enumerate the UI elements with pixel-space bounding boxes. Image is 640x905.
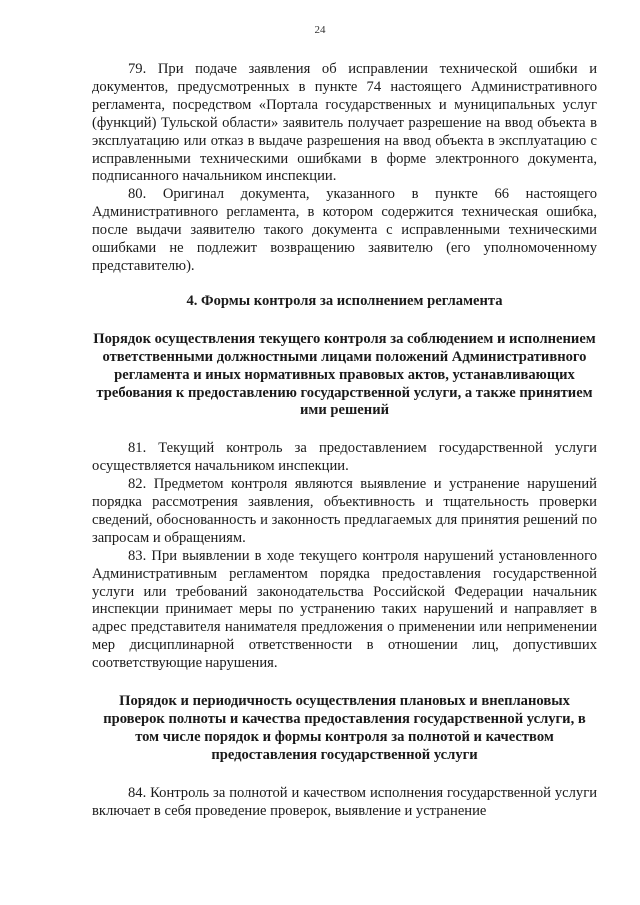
paragraph-80: 80. Оригинал документа, указанного в пункте 66 настоящего Административного регламента, в котором содержится техническая ошибка, после выдачи заявителю такого документа с исправленными техническими ошибками не подлежит возвращению заявителю (его уполномоченному представителю). (92, 186, 597, 274)
paragraph-84: 84. Контроль за полнотой и качеством исполнения государственной услуги включает в себя проведение проверок, выявление и устранение (92, 784, 597, 819)
document-body (92, 61, 597, 821)
page-number: 24 (314, 24, 326, 36)
subheading-current-control: Порядок осуществления текущего контроля за соблюдением и исполнением ответственными должностными лицами положений Административного регламента и иных нормативных правовых актов, устанавливающих требования к предоставлению государственной услуги, а также принятием ими решений (93, 330, 596, 419)
paragraph-82: 82. Предметом контроля являются выявление и устранение нарушений порядка рассмотрения заявления, объективность и тщательность проверки сведений, обоснованность и законность предлагаемых для принятия решений по запросам и обращениям. (92, 476, 597, 546)
subheading-inspections: Порядок и периодичность осуществления плановых и внеплановых проверок полноты и качества предоставления государственной услуги, в том числе порядок и формы контроля за полнотой и качеством предоставления государственной услуги (103, 693, 586, 763)
paragraph-83: 83. При выявлении в ходе текущего контроля нарушений установленного Административным регламентом порядка предоставления государственной услуги или требований законодательства Российской Федерации начальник инспекции принимает меры по устранению таких нарушений и направляет в адрес представителя нанимателя предложения о применении или неприменении мер дисциплинарной ответственности в отношении лиц, допустивших соответствующие нарушения. (92, 547, 597, 672)
section-title: 4. Формы контроля за исполнением регламента (186, 292, 503, 309)
paragraph-79: 79. При подаче заявления об исправлении технической ошибки и документов, предусмотренных в пункте 74 настоящего Административного регламента, посредством «Портала государственных и муниципальных услуг (функций) Тульской области» заявитель получает разрешение на ввод объекта в эксплуатацию или отказ в выдаче разрешения на ввод объекта в эксплуатацию с исправленными техническими ошибками в форме электронного документа, подписанного начальником инспекции. (92, 61, 597, 185)
paragraph-81: 81. Текущий контроль за предоставлением государственной услуги осуществляется начальником инспекции. (92, 440, 597, 475)
